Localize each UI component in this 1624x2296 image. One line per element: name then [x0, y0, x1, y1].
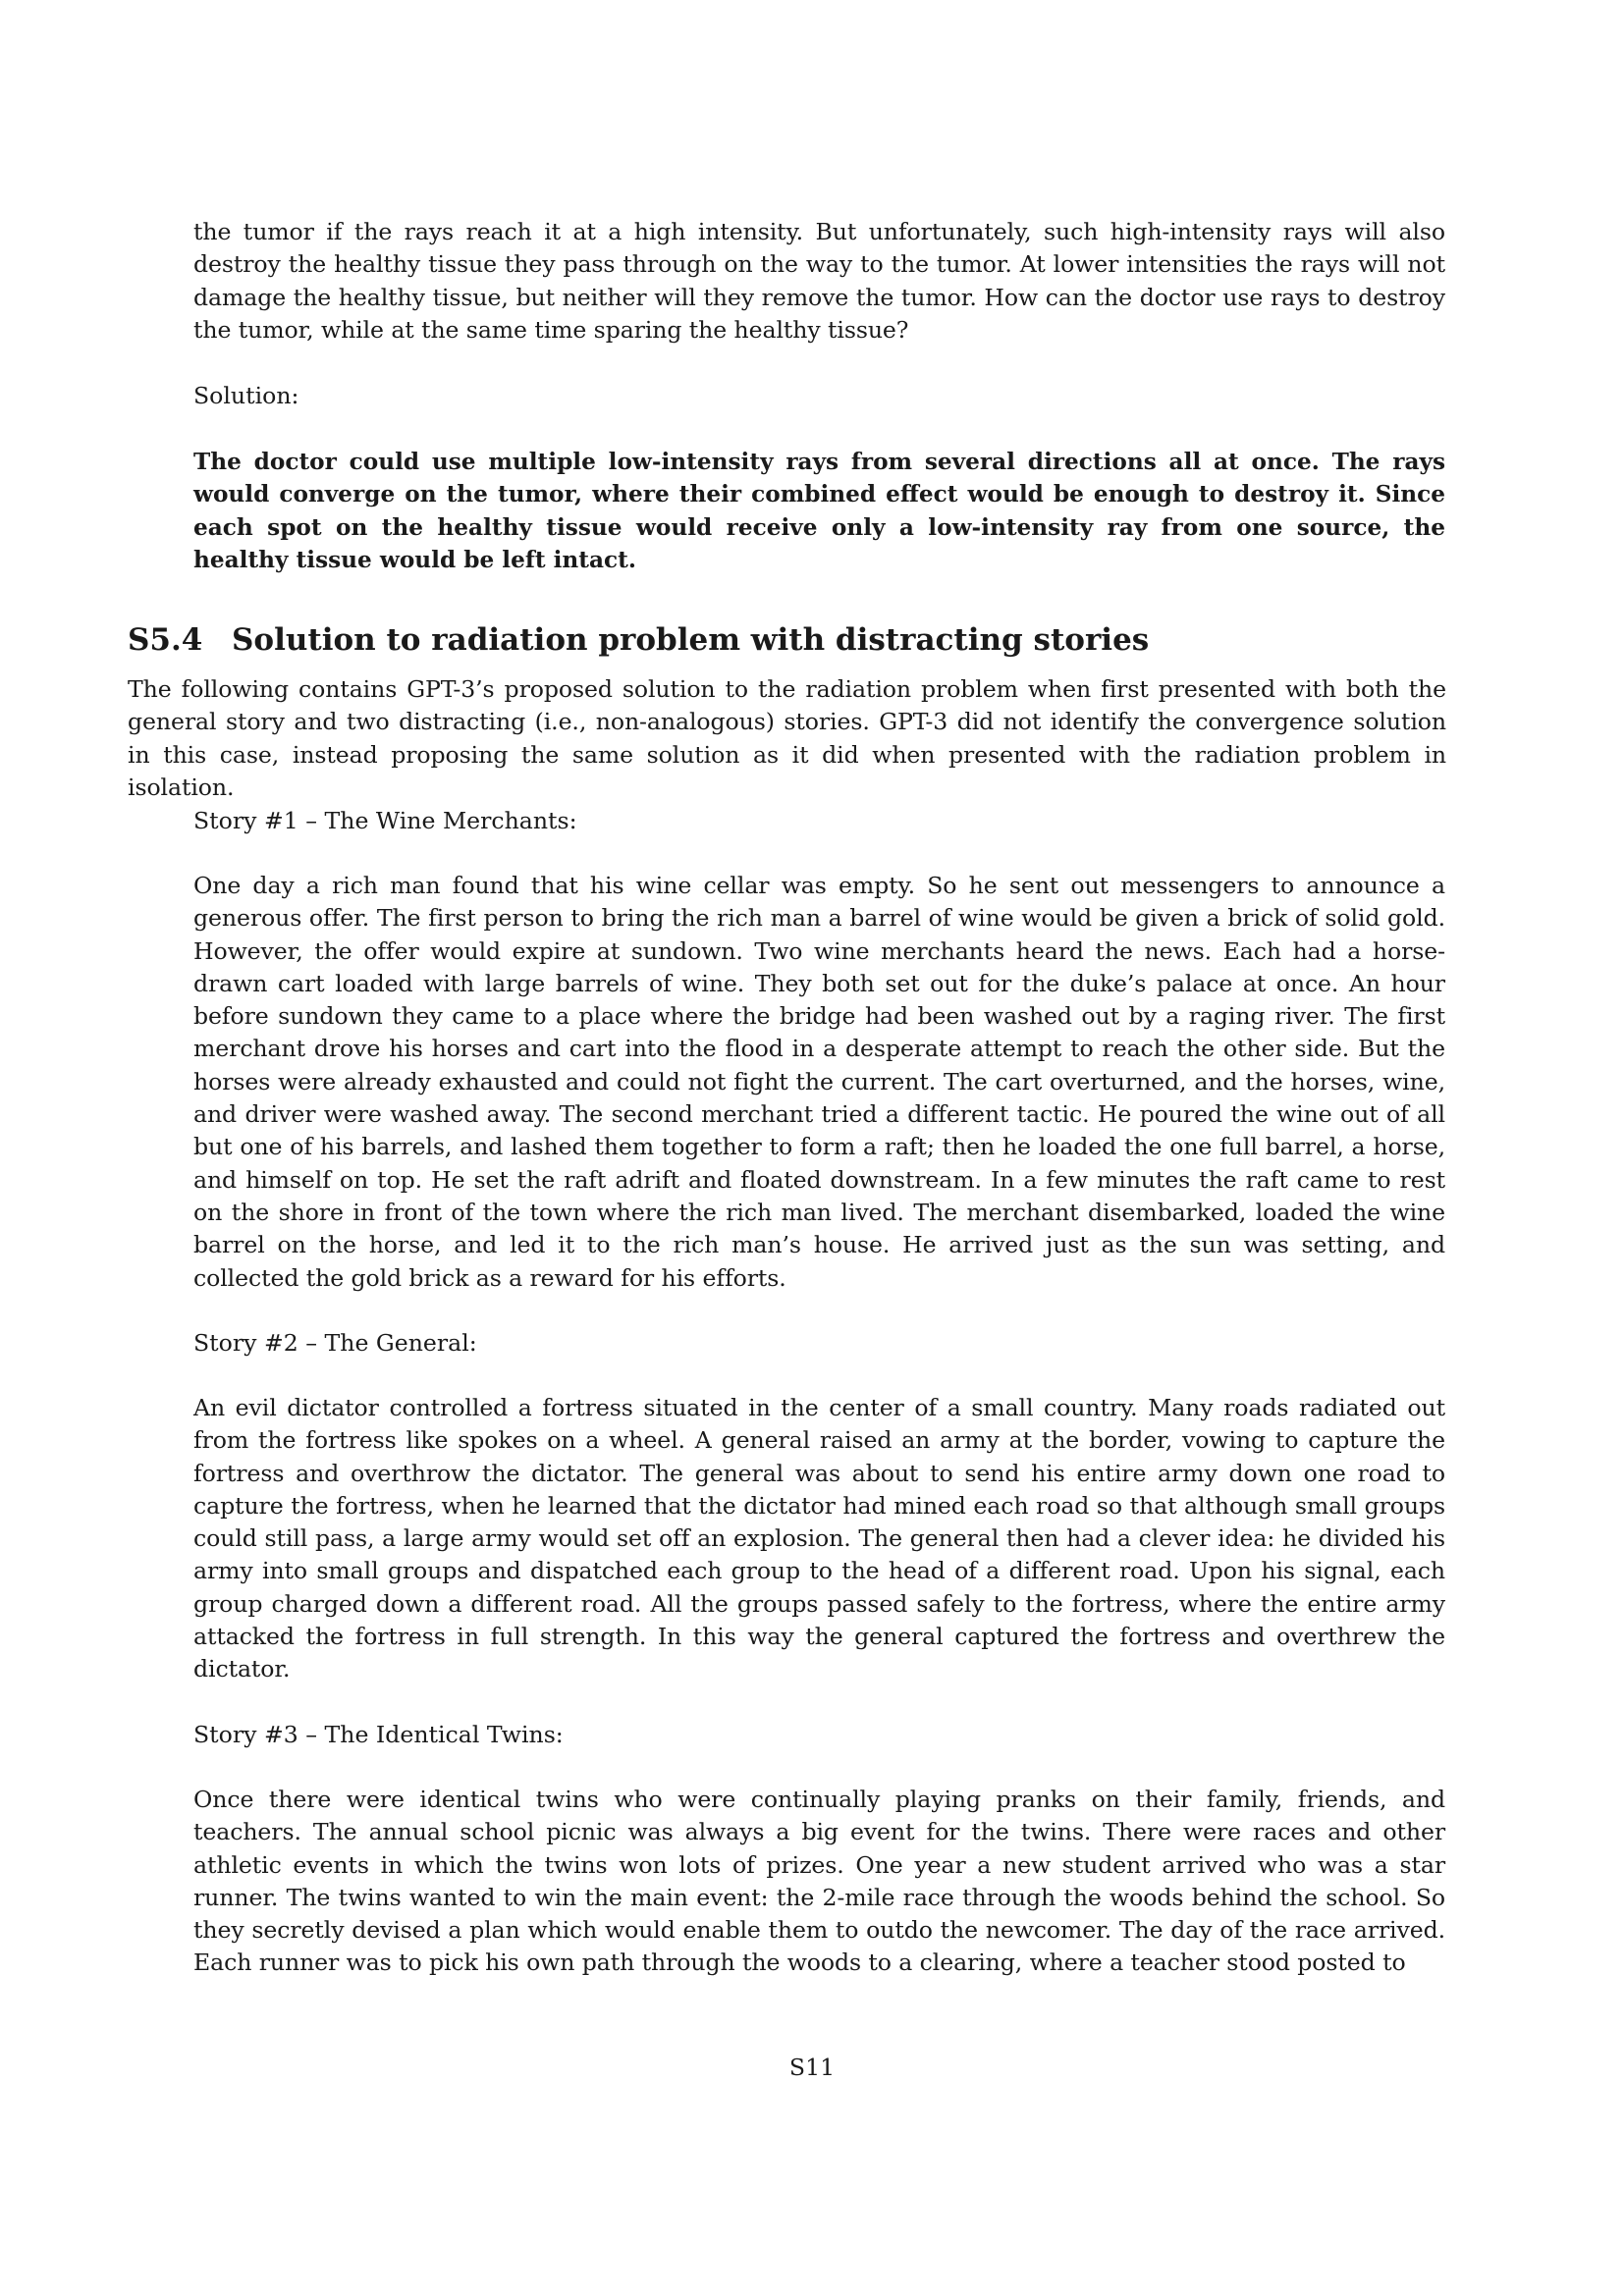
story-1-text: One day a rich man found that his wine cellar was empty. So he sent out messengers to announce a generous offer. The first person to bring the rich man a barrel of wine would be given a brick of solid gold. However, the offer would expire at sundown. Two wine merchants heard the news. Each had a horse-drawn cart loaded with large barrels of wine. They both set out for the duke’s palace at once. An hour before sundown they came to a place where the bridge had been washed out by a raging river. The first merchant drove his horses and cart into the flood in a desperate attempt to reach the other side. But the horses were already exhausted and could not fight the current. The cart overturned, and the horses, wine, and driver were washed away. The second merchant tried a different tactic. He poured the wine out of all but one of his barrels, and lashed them together to form a raft; then he loaded the one full barrel, a horse, and himself on top. He set the raft adrift and floated downstream. In a few minutes the raft came to rest on the shore in front of the town where the rich man lived. The merchant disembarked, loaded the wine barrel on the horse, and led it to the rich man’s house. He arrived just as the sun was setting, and collected the gold brick as a reward for his efforts. [193, 872, 1445, 1292]
solution-label: Solution: [193, 382, 299, 409]
problem-continuation-paragraph: the tumor if the rays reach it at a high intensity. But unfortunately, such high-intensity rays will also destroy the healthy tissue they pass through on the way to the tumor. At lower intensities the rays will not damage the healthy tissue, but neither will they remove the tumor. How can the doctor use rays to destroy the tumor, while at the same time sparing the healthy tissue? [193, 218, 1445, 344]
story-1-label: Story #1 – The Wine Merchants: [193, 807, 577, 834]
section-heading [128, 620, 1149, 660]
story-3-label: Story #3 – The Identical Twins: [193, 1721, 564, 1748]
section-number: S5.4 [128, 622, 203, 658]
story-2-label: Story #2 – The General: [193, 1329, 477, 1357]
solution-text: The doctor could use multiple low-intensity rays from several directions all at once. The rays would converge on the tumor, where their combined effect would be enough to destroy it. Since each spot on the healthy tissue would receive only a low-intensity ray from one source, the healthy tissue would be left intact. [193, 449, 1445, 573]
section-intro-paragraph: The following contains GPT-3’s proposed solution to the radiation problem when first presented with both the general story and two distracting (i.e., non-analogous) stories. GPT-3 did not identify the convergence solution in this case, instead proposing the same solution as it did when presented with the radiation problem in isolation. [128, 675, 1446, 801]
page-number: S11 [788, 2054, 836, 2081]
section-title: Solution to radiation problem with distracting stories [232, 622, 1150, 658]
story-2-text: An evil dictator controlled a fortress situated in the center of a small country. Many roads radiated out from the fortress like spokes on a wheel. A general raised an army at the border, vowing to capture the fortress and overthrow the dictator. The general was about to send his entire army down one road to capture the fortress, when he learned that the dictator had mined each road so that although small groups could still pass, a large army would set off an explosion. The general then had a clever idea: he divided his army into small groups and dispatched each group to the head of a different road. Upon his signal, each group charged down a different road. All the groups passed safely to the fortress, where the entire army attacked the fortress in full strength. In this way the general captured the fortress and overthrew the dictator. [193, 1394, 1445, 1683]
story-3-text: Once there were identical twins who were continually playing pranks on their family, friends, and teachers. The annual school picnic was always a big event for the twins. There were races and other athletic events in which the twins won lots of prizes. One year a new student arrived who was a star runner. The twins wanted to win the main event: the 2-mile race through the woods behind the school. So they secretly devised a plan which would enable them to outdo the newcomer. The day of the race arrived. Each runner was to pick his own path through the woods to a clearing, where a teacher stood posted to [193, 1786, 1445, 1977]
